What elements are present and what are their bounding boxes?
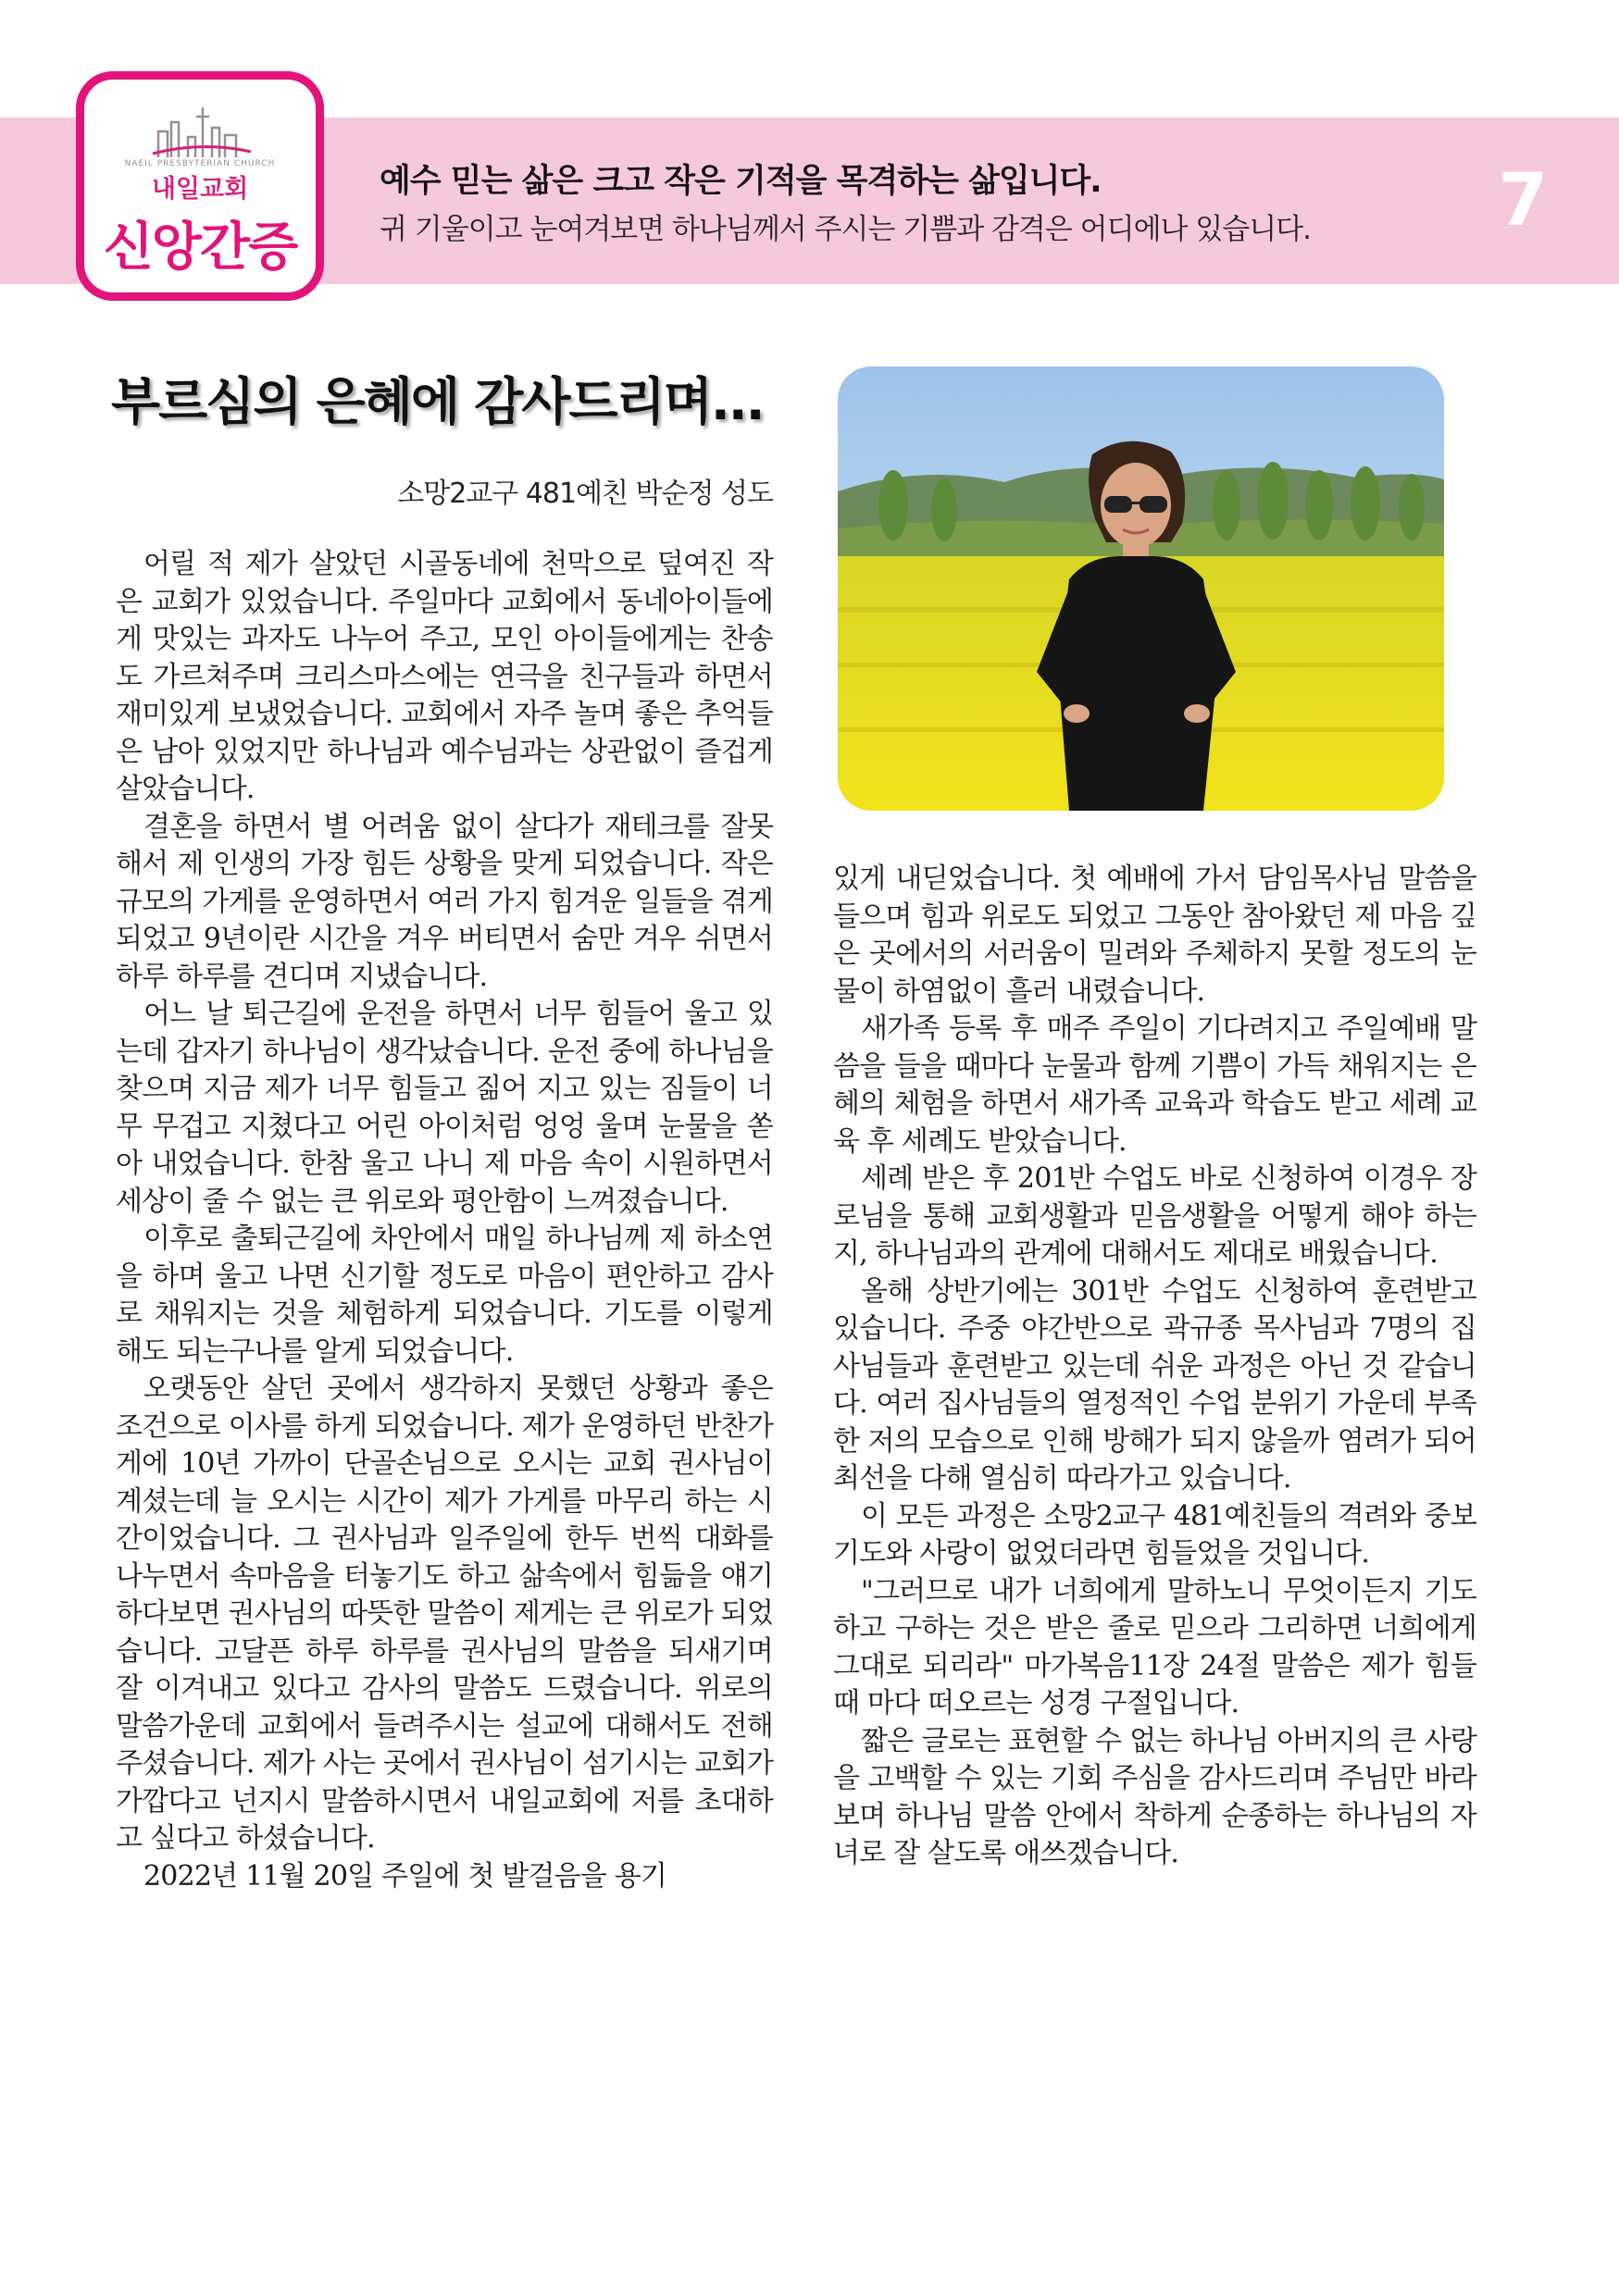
paragraph: 세례 받은 후 201반 수업도 바로 신청하여 이경우 장로님을 통해 교회생활과 믿음생활을 어떻게 해야 하는지, 하나님과의 관계에 대해서도 제대로 배웠습니다. — [833, 1162, 1476, 1270]
article-column-1 — [116, 546, 773, 1895]
article-byline: 소망2교구 481예친 박순정 성도 — [397, 478, 773, 510]
paragraph: 결혼을 하면서 별 어려움 없이 살다가 재테크를 잘못해서 제 인생의 가장 힘든 상황을 맞게 되었습니다. 작은 규모의 가게를 운영하면서 여러 가지 힘겨운 일들을 겪게 되었고 9년이란 시간을 겨우 버티면서 숨만 겨우 쉬면서 하루 하루를 견디며 지냈습니다. — [116, 810, 773, 993]
header-title: 예수 믿는 삶은 크고 작은 기적을 목격하는 삶입니다. — [380, 163, 1102, 200]
paragraph: 2022년 11월 20일 주일에 첫 발걸음을 용기 — [143, 1859, 667, 1893]
page-number: 7 — [1498, 159, 1549, 242]
paragraph: 어느 날 퇴근길에 운전을 하면서 너무 힘들어 울고 있는데 갑자기 하나님이 생각났습니다. 운전 중에 하나님을 찾으며 지금 제가 너무 힘들고 짊어 지고 있는 짐들이 너무 무겁고 지쳤다고 어린 아이처럼 엉엉 울며 눈물을 쏟아 내었습니다. 한참 울고 나니 제 마음 속이 시원하면서 세상이 줄 수 없는 큰 위로와 평안함이 느껴졌습니다. — [116, 998, 773, 1218]
section-logo-box — [76, 71, 324, 301]
logo-church-name: 내일교회 — [151, 175, 249, 204]
paragraph: 오랫동안 살던 곳에서 생각하지 못했던 상황과 좋은 조건으로 이사를 하게 되었습니다. 제가 운영하던 반찬가게에 10년 가까이 단골손님으로 오시는 교회 권사님이 계셨는데 늘 오시는 시간이 제가 가게를 마무리 하는 시간이었습니다. 그 권사님과 일주일에 한두 번씩 대화를 나누면서 속마음을 터놓기도 하고 삶속에서 힘듦을 얘기하다보면 권사님의 따뜻한 말씀이 제게는 큰 위로가 되었습니다. 고달픈 하루 하루를 권사님의 말씀을 되새기며 잘 이겨내고 있다고 감사의 말씀도 드렸습니다. 위로의 말씀가운데 교회에서 들려주시는 설교에 대해서도 전해주셨습니다. 제가 사는 곳에서 권사님이 섬기시는 교회가 가깝다고 넌지시 말씀하시면서 내일교회에 저를 초대하고 싶다고 하셨습니다. — [116, 1372, 773, 1855]
photo-illustration — [838, 366, 1444, 811]
article-title: 부르심의 은혜에 감사드리며... — [111, 372, 764, 431]
paragraph: 이 모든 과정은 소망2교구 481예친들의 격려와 중보기도와 사랑이 없었더라면 힘들었을 것입니다. — [833, 1499, 1476, 1570]
church-skyline-icon — [151, 100, 253, 165]
woman-in-rapeseed-field-photo — [838, 366, 1444, 811]
article-column-2 — [833, 861, 1476, 1873]
paragraph: 이후로 출퇴근길에 차안에서 매일 하나님께 제 하소연을 하며 울고 나면 신기할 정도로 마음이 편안하고 감사로 채워지는 것을 체험하게 되었습니다. 기도를 이렇게 해도 되는구나를 알게 되었습니다. — [116, 1222, 773, 1368]
paragraph: 새가족 등록 후 매주 주일이 기다려지고 주일예배 말씀을 들을 때마다 눈물과 함께 기쁨이 가득 채워지는 은혜의 체험을 하면서 새가족 교육과 학습도 받고 세례 교육 후 세례도 받았습니다. — [833, 1012, 1476, 1158]
paragraph: "그러므로 내가 너희에게 말하노니 무엇이든지 기도하고 구하는 것은 받은 줄로 믿으라 그리하면 너희에게 그대로 되리라" 마가복음11장 24절 말씀은 제가 힘들 때 마다 떠오르는 성경 구절입니다. — [833, 1574, 1476, 1719]
logo-tiny-text: NAEIL PRESBYTERIAN CHURCH — [124, 159, 276, 168]
paragraph: 어릴 적 제가 살았던 시골동네에 천막으로 덮여진 작은 교회가 있었습니다. 주일마다 교회에서 동네아이들에게 맛있는 과자도 나누어 주고, 모인 아이들에게는 찬송도 가르쳐주며 크리스마스에는 연극을 친구들과 하면서 재미있게 보냈었습니다. 교회에서 자주 놀며 좋은 추억들은 남아 있었지만 하나님과 예수님과는 상관없이 즐겁게 살았습니다. — [116, 548, 773, 805]
paragraph: 올해 상반기에는 301반 수업도 신청하여 훈련받고 있습니다. 주중 야간반으로 곽규종 목사님과 7명의 집사님들과 훈련받고 있는데 쉬운 과정은 아닌 것 같습니다. 여러 집사님들의 열정적인 수업 분위기 가운데 부족한 저의 모습으로 인해 방해가 되지 않을까 염려가 되어 최선을 다해 열심히 따라가고 있습니다. — [833, 1274, 1476, 1495]
header-subtitle: 귀 기울이고 눈여겨보면 하나님께서 주시는 기쁨과 감격은 어디에나 있습니다. — [380, 213, 1311, 246]
section-title: 신앙간증 — [103, 217, 297, 278]
paragraph: 있게 내딛었습니다. 첫 예배에 가서 담임목사님 말씀을 들으며 힘과 위로도 되었고 그동안 참아왔던 제 마음 깊은 곳에서의 서러움이 밀려와 주체하지 못할 정도의 눈물이 하염없이 흘러 내렸습니다. — [833, 863, 1476, 1008]
paragraph: 짧은 글로는 표현할 수 없는 하나님 아버지의 큰 사랑을 고백할 수 있는 기회 주심을 감사드리며 주님만 바라보며 하나님 말씀 안에서 착하게 순종하는 하나님의 자녀로 잘 살도록 애쓰겠습니다. — [833, 1724, 1476, 1869]
